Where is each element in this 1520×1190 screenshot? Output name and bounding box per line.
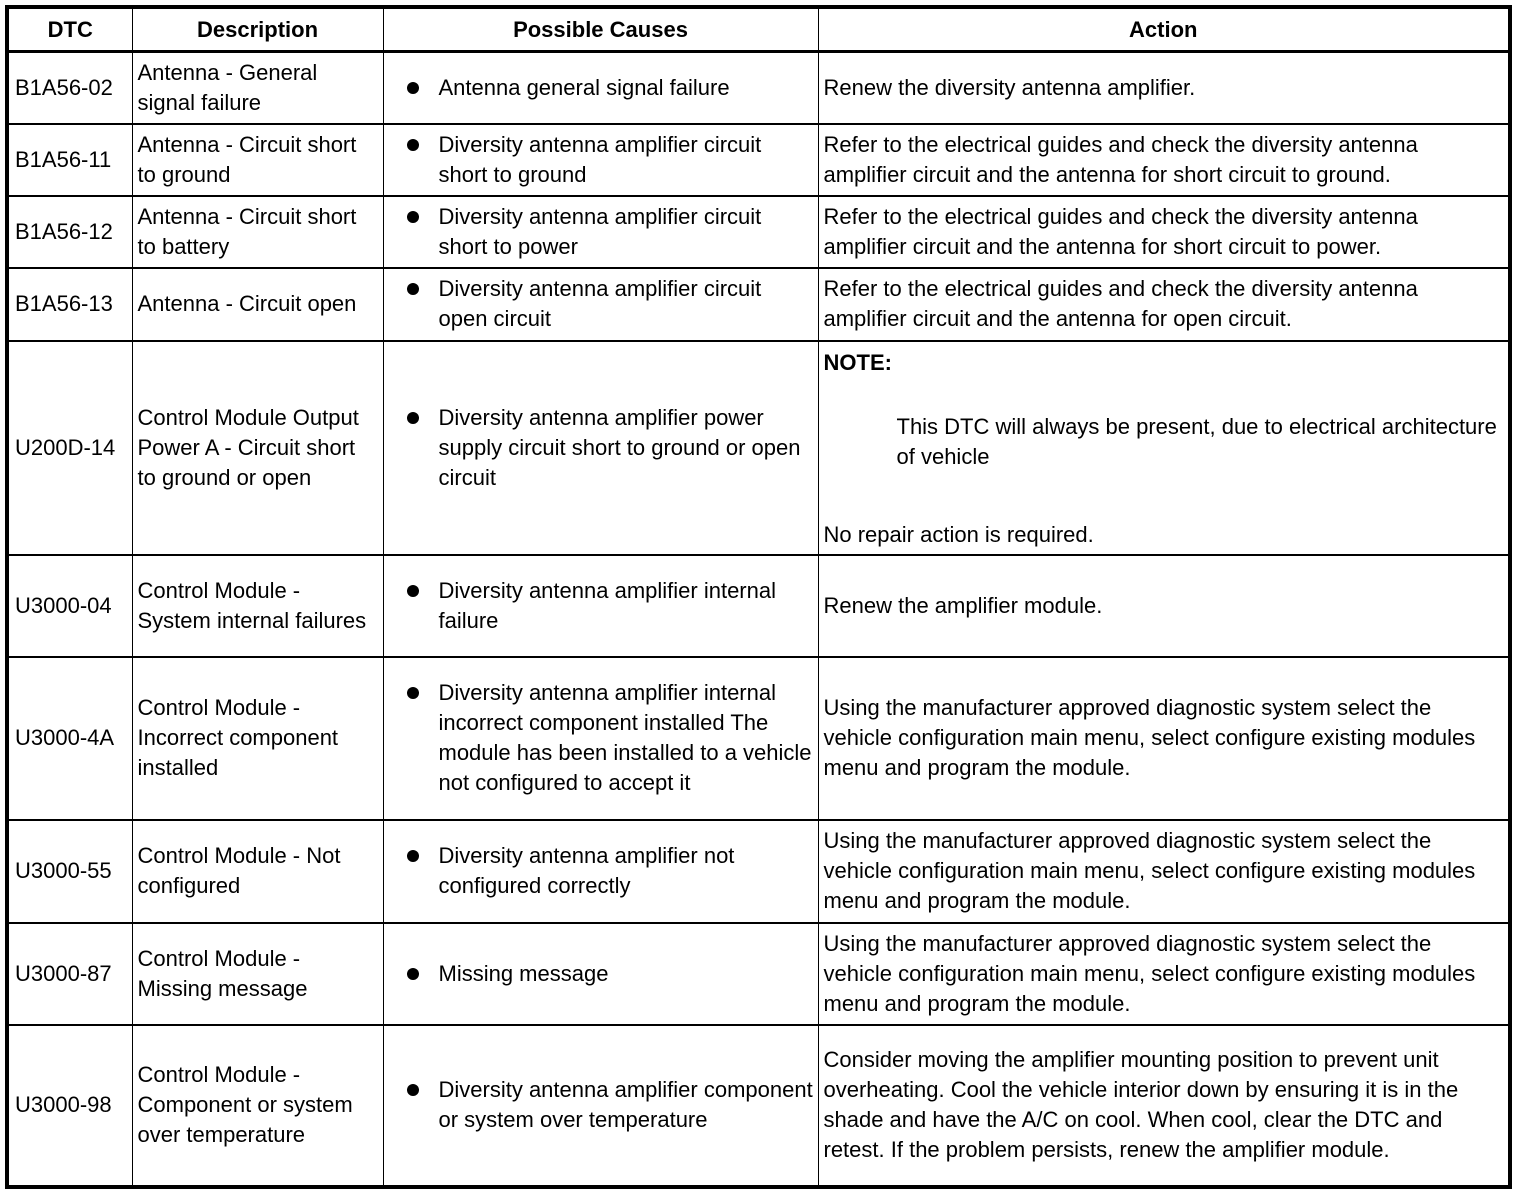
cause-item [439,576,814,636]
possible-causes [383,1025,818,1187]
cause-text: Diversity antenna amplifier circuit open circuit [438,276,762,331]
dtc-action: Consider moving the amplifier mounting position to prevent unit overheating. Cool the vehicle interior down by ensuring it is in the shade and have the A/C on cool. When cool, clear the DTC and retest. If the problem persists, renew the amplifier module. [823,1047,1459,1162]
table-row [7,555,1510,657]
dtc-description: Control Module Output Power A - Circuit short to ground or open [132,341,383,555]
table-row [7,124,1510,196]
cause-text: Diversity antenna amplifier circuit short to ground [438,131,762,187]
dtc-action: Refer to the electrical guides and check the diversity antenna amplifier circuit and the antenna for open circuit. [818,268,1510,341]
bullet-icon [407,850,419,862]
dtc-action [818,341,1510,555]
table-row [7,52,1510,124]
cause-item [439,678,814,798]
cause-text: Missing message [438,960,609,986]
table-row [7,268,1510,341]
bullet-icon [407,283,419,295]
table-header-row [7,7,1510,52]
bullet-icon [407,139,419,151]
bullet-icon [407,82,419,94]
dtc-action: Using the manufacturer approved diagnostic system select the vehicle configuration main menu, select configure existing modules menu and program the module. [818,923,1510,1025]
dtc-description: Antenna - General signal failure [132,52,383,124]
dtc-description: Control Module - Component or system over temperature [132,1025,383,1187]
cause-item [439,1075,814,1135]
table-row [7,1025,1510,1187]
possible-causes [383,820,818,923]
dtc-code: U3000-4A [7,657,132,820]
dtc-code: U3000-55 [7,820,132,923]
cause-text: Diversity antenna amplifier component or system over temperature [438,1077,813,1132]
header-dtc: DTC [7,7,132,52]
dtc-code: U3000-04 [7,555,132,657]
header-description: Description [132,7,383,52]
dtc-description: Control Module - Incorrect component installed [132,657,383,820]
bullet-icon [407,585,419,597]
cause-item [439,274,814,334]
cause-text: Diversity antenna amplifier internal failure [438,577,776,633]
dtc-code: B1A56-02 [7,52,132,124]
cause-text: Diversity antenna amplifier circuit short to power [438,203,762,259]
possible-causes [383,124,818,196]
dtc-code: B1A56-12 [7,196,132,268]
possible-causes [383,268,818,341]
dtc-description: Antenna - Circuit open [132,268,383,341]
bullet-icon [407,1084,419,1096]
dtc-action: Refer to the electrical guides and check the diversity antenna amplifier circuit and the antenna for short circuit to ground. [818,124,1510,196]
table-row [7,341,1510,555]
possible-causes [383,555,818,657]
bullet-icon [407,211,419,223]
dtc-description: Control Module - Missing message [132,923,383,1025]
cause-text: Diversity antenna amplifier not configured correctly [438,843,735,898]
table-row [7,923,1510,1025]
note-body: This DTC will always be present, due to electrical architecture of vehicle [896,413,1497,469]
dtc-action: Renew the diversity antenna amplifier. [818,52,1510,124]
dtc-code: U3000-98 [7,1025,132,1187]
cause-text: Diversity antenna amplifier power supply circuit short to ground or open circuit [438,404,801,490]
dtc-description: Control Module - System internal failures [132,555,383,657]
possible-causes [383,52,818,124]
header-possible-causes: Possible Causes [383,7,818,52]
table-row [7,657,1510,820]
bullet-icon [407,412,419,424]
dtc-code: U3000-87 [7,923,132,1025]
dtc-description: Antenna - Circuit short to ground [132,124,383,196]
cause-item [439,959,814,989]
cause-item [439,130,814,190]
dtc-action: Refer to the electrical guides and check the diversity antenna amplifier circuit and the antenna for short circuit to power. [818,196,1510,268]
table-row [7,820,1510,923]
bullet-icon [407,687,419,699]
dtc-description: Control Module - Not configured [132,820,383,923]
note-footer: No repair action is required. [823,521,1094,547]
dtc-code: B1A56-11 [7,124,132,196]
cause-item [439,403,814,493]
table-row [7,196,1510,268]
dtc-description: Antenna - Circuit short to battery [132,196,383,268]
header-action: Action [818,7,1510,52]
dtc-action: Renew the amplifier module. [818,555,1510,657]
dtc-action: Using the manufacturer approved diagnostic system select the vehicle configuration main menu, select configure existing modules menu and program the module. [818,657,1510,820]
cause-text: Antenna general signal failure [438,74,730,100]
cause-text: Diversity antenna amplifier internal incorrect component installed The module has been installed to a vehicle not configured to accept it [438,680,812,795]
possible-causes [383,196,818,268]
cause-item [439,841,814,901]
dtc-action: Using the manufacturer approved diagnostic system select the vehicle configuration main menu, select configure existing modules menu and program the module. [818,820,1510,923]
possible-causes [383,341,818,555]
possible-causes [383,923,818,1025]
cause-item [439,73,814,103]
dtc-table [5,5,1512,1189]
bullet-icon [407,968,419,980]
dtc-code: U200D-14 [7,341,132,555]
note-label: NOTE: [823,349,892,375]
possible-causes [383,657,818,820]
cause-item [439,202,814,262]
dtc-code: B1A56-13 [7,268,132,341]
